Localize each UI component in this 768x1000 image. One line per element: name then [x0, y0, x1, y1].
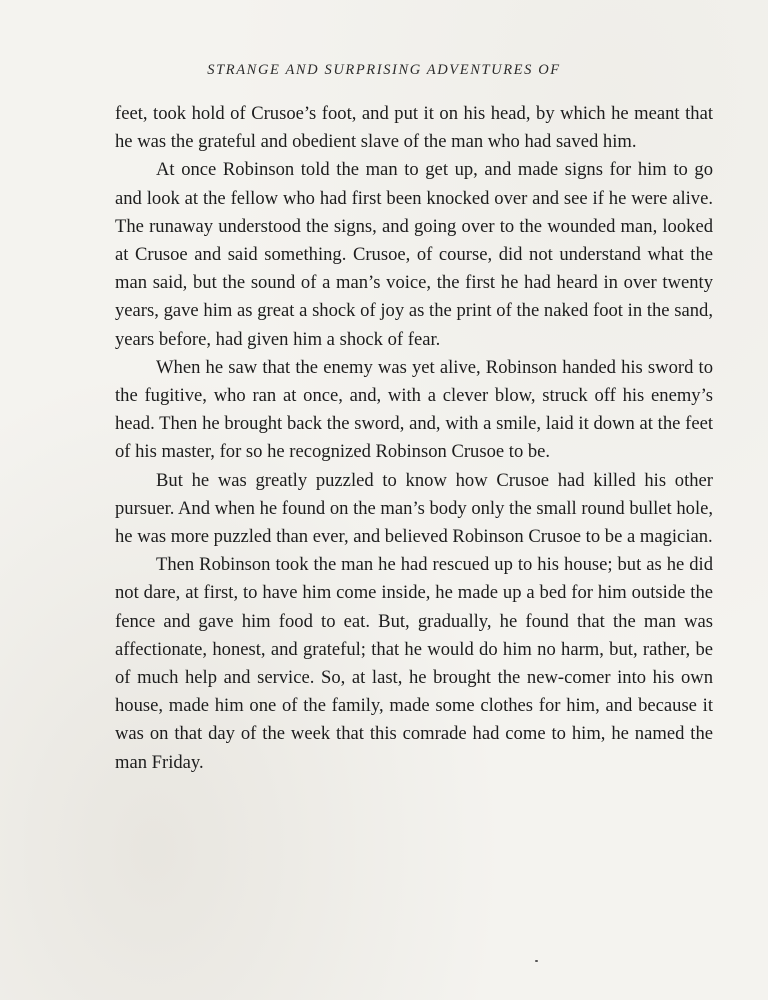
paragraph-1: feet, took hold of Crusoe’s foot, and put it on his head, by which he meant that he was the grateful and obedient slave of the man who had saved him.	[115, 103, 713, 153]
running-header: STRANGE AND SURPRISING ADVENTURES OF	[207, 62, 561, 78]
paragraph-2: At once Robinson told the man to get up, and made signs for him to go and look at the fellow who had first been knocked over and see if he were alive. The runaway understood the signs, and going over to the wounded man, looked at Crusoe and said something. Crusoe, of course, did not understand what the man said, but the sound of a man’s voice, the first he had heard in over twenty years, gave him as great a shock of joy as the print of the naked foot in the sand, years before, had given him a shock of fear.	[115, 159, 713, 350]
paragraph-3: When he saw that the enemy was yet alive, Robinson handed his sword to the fugitive, who ran at once, and, with a clever blow, struck off his enemy’s head. Then he brought back the sword, and, with a smile, laid it down at the feet of his master, for so he recognized Robinson Crusoe to be.	[115, 356, 713, 463]
paragraph-5: Then Robinson took the man he had rescued up to his house; but as he did not dare, at first, to have him come inside, he made up a bed for him outside the fence and gave him food to eat. But, gradually, he found that the man was affectionate, honest, and grateful; that he would do him no harm, but, rather, be of much help and service. So, at last, he brought the new-comer into his own house, made him one of the family, made some clothes for him, and because it was on that day of the week that this comrade had come to him, he named the man Friday.	[115, 554, 713, 773]
body-text	[115, 100, 713, 777]
page-speck	[535, 960, 538, 962]
paragraph-4: But he was greatly puzzled to know how Crusoe had killed his other pursuer. And when he found on the man’s body only the small round bullet hole, he was more puzzled than ever, and believed Robinson Crusoe to be a magician.	[115, 469, 714, 548]
